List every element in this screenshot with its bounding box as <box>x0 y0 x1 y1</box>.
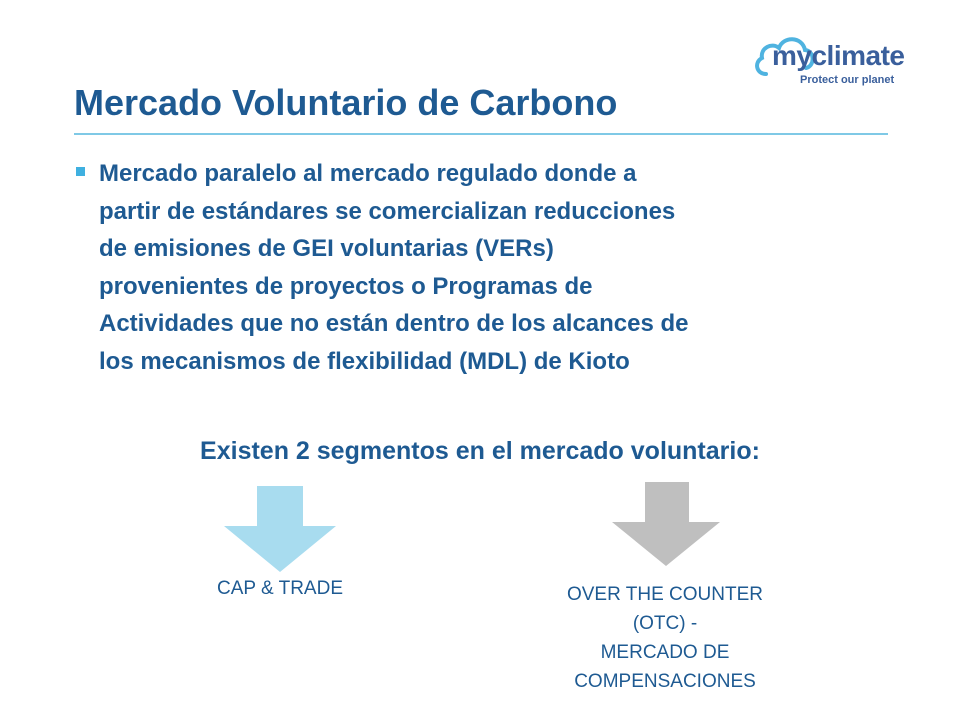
segment-otc-label: OVER THE COUNTER (OTC) - MERCADO DE COMPENSACIONES <box>566 584 763 692</box>
bullet-text: Mercado paralelo al mercado regulado donde a partir de estándares se comercializan reducciones de emisiones de GEI voluntarias (VERs) provenientes de proyectos o Programas de Actividades que no están dentro de los alcances de los mecanismos de flexibilidad (MDL) de Kioto <box>99 160 689 375</box>
segment-cap-trade-label: CAP & TRADE <box>216 578 343 599</box>
bullet-marker-icon <box>76 167 85 176</box>
logo-tagline: Protect our planet <box>800 74 895 86</box>
arrow-down-light-blue-icon <box>224 486 336 572</box>
arrow-left-shape <box>224 486 336 572</box>
arrow-right-shape <box>612 482 720 566</box>
myclimate-logo <box>752 30 932 86</box>
title-divider <box>74 133 888 135</box>
logo-wordmark: myclimate <box>772 40 905 71</box>
segments-heading: Existen 2 segmentos en el mercado voluntario: <box>200 437 760 465</box>
arrow-down-gray-icon <box>612 482 720 566</box>
page-title: Mercado Voluntario de Carbono <box>74 82 618 123</box>
